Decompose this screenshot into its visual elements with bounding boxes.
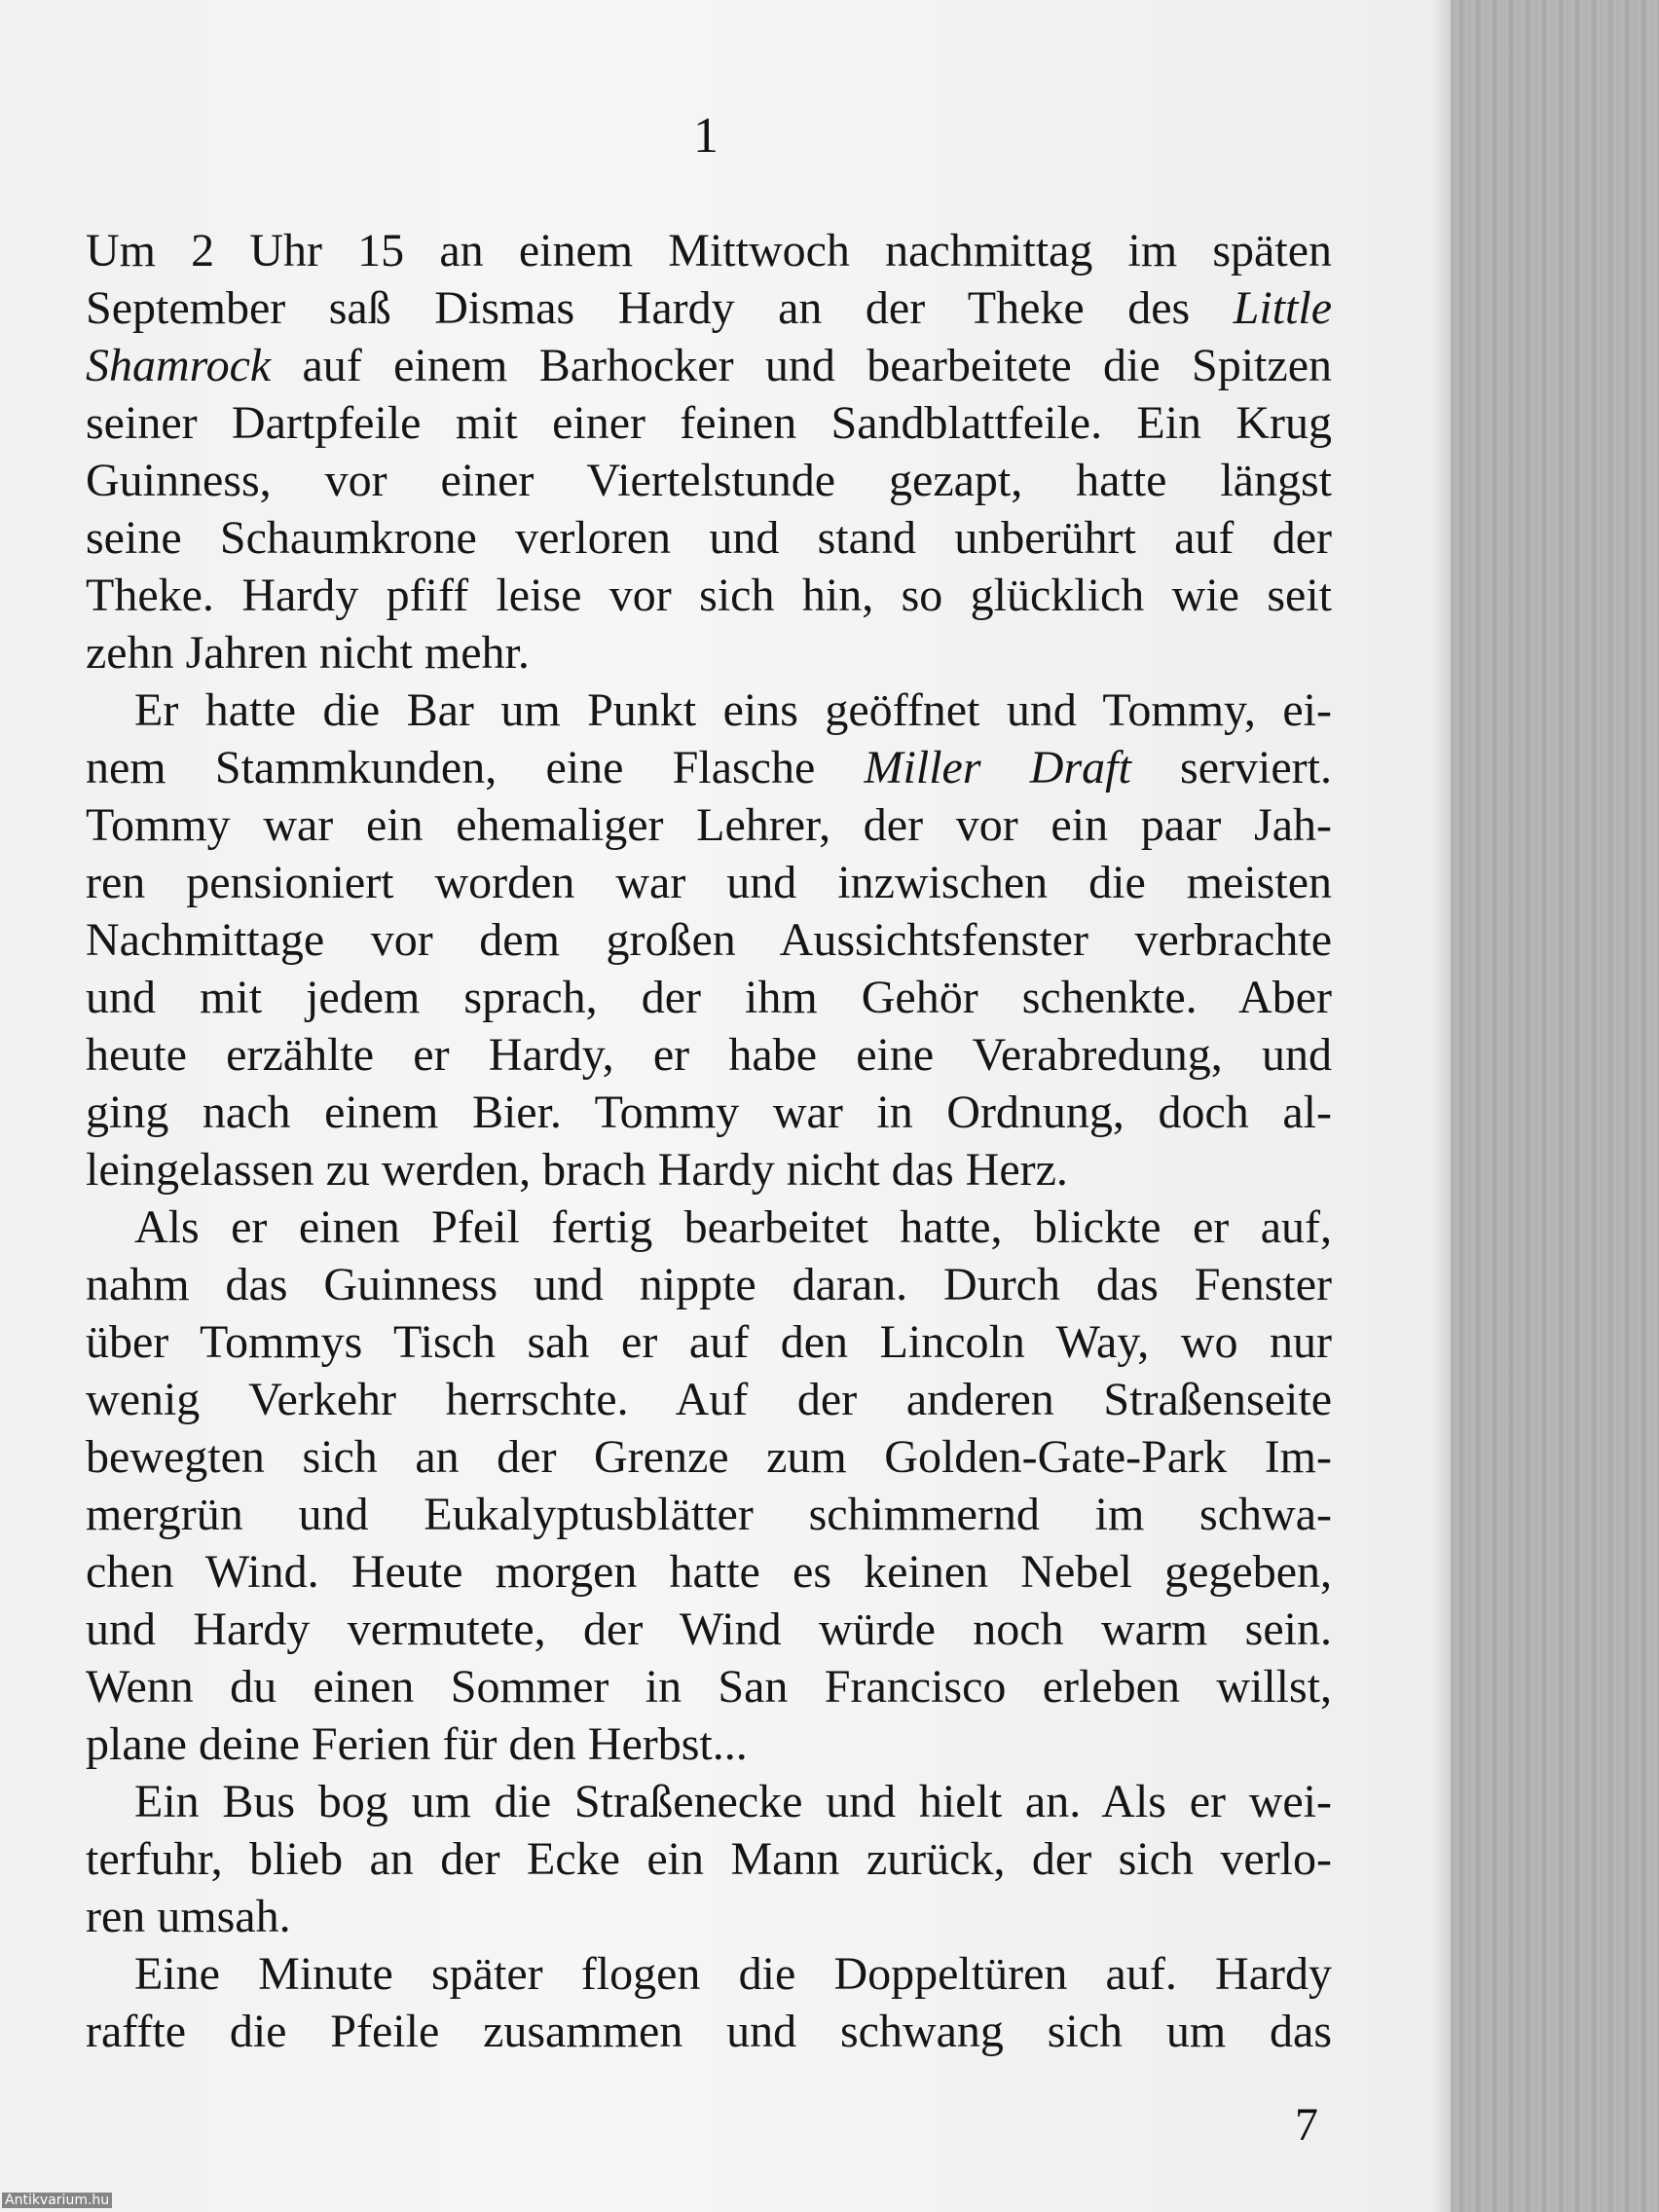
text-line: terfuhr, blieb an der Ecke ein Mann zurück, der sich verlo- bbox=[86, 1833, 1332, 1885]
text-line: ren umsah. bbox=[86, 1891, 291, 1942]
text-line: ging nach einem Bier. Tommy war in Ordnung, doch al- bbox=[86, 1087, 1332, 1138]
page-gutter-shadow bbox=[1431, 0, 1451, 2212]
text-line: wenig Verkehr herrschte. Auf der anderen Straßenseite bbox=[86, 1374, 1332, 1425]
page-number: 7 bbox=[1295, 2099, 1318, 2151]
text-line: Theke. Hardy pfiff leise vor sich hin, so glücklich wie seit bbox=[86, 570, 1332, 621]
text-line: über Tommys Tisch sah er auf den Lincoln Way, wo nur bbox=[86, 1316, 1332, 1368]
text-line: und mit jedem sprach, der ihm Gehör schenkte. Aber bbox=[86, 972, 1332, 1023]
text-line: seine Schaumkrone verloren und stand unberührt auf der bbox=[86, 512, 1332, 564]
text-line: raffte die Pfeile zusammen und schwang sich um das bbox=[86, 2006, 1332, 2057]
text-line: Ein Bus bog um die Straßenecke und hielt an. Als er wei- bbox=[134, 1776, 1332, 1827]
text-line: seiner Dartpfeile mit einer feinen Sandblattfeile. Ein Krug bbox=[86, 397, 1332, 449]
text-line: Shamrock auf einem Barhocker und bearbeitete die Spitzen bbox=[86, 340, 1332, 391]
paragraph bbox=[86, 682, 1332, 1198]
paragraph bbox=[86, 1773, 1332, 1945]
text-line: Er hatte die Bar um Punkt eins geöffnet und Tommy, ei- bbox=[134, 684, 1332, 736]
page-stack-edge bbox=[1451, 0, 1659, 2212]
text-line: chen Wind. Heute morgen hatte es keinen Nebel gegeben, bbox=[86, 1546, 1332, 1598]
text-line: und Hardy vermutete, der Wind würde noch warm sein. bbox=[86, 1604, 1332, 1655]
text-line: leingelassen zu werden, brach Hardy nicht das Herz. bbox=[86, 1144, 1068, 1196]
text-line: mergrün und Eukalyptusblätter schimmernd im schwa- bbox=[86, 1489, 1332, 1540]
text-line: plane deine Ferien für den Herbst... bbox=[86, 1718, 748, 1770]
chapter-number: 1 bbox=[693, 108, 719, 164]
text-line: Tommy war ein ehemaliger Lehrer, der vor ein paar Jah- bbox=[86, 799, 1332, 851]
text-line: Als er einen Pfeil fertig bearbeitet hatte, blickte er auf, bbox=[134, 1201, 1332, 1253]
text-line: nem Stammkunden, eine Flasche Miller Draft serviert. bbox=[86, 742, 1332, 793]
text-line: Wenn du einen Sommer in San Francisco erleben willst, bbox=[86, 1661, 1332, 1713]
watermark-label: Antikvarium.hu bbox=[2, 2193, 112, 2208]
text-line: ren pensioniert worden war und inzwischen die meisten bbox=[86, 857, 1332, 908]
body-text bbox=[86, 222, 1332, 2060]
text-line: heute erzählte er Hardy, er habe eine Verabredung, und bbox=[86, 1029, 1332, 1081]
text-line: September saß Dismas Hardy an der Theke des Little bbox=[86, 282, 1332, 334]
text-line: nahm das Guinness und nippte daran. Durch das Fenster bbox=[86, 1259, 1332, 1310]
text-line: Nachmittage vor dem großen Aussichtsfenster verbrachte bbox=[86, 914, 1332, 966]
text-line: Guinness, vor einer Viertelstunde gezapt, hatte längst bbox=[86, 455, 1332, 506]
text-line: Eine Minute später flogen die Doppeltüren auf. Hardy bbox=[134, 1948, 1332, 2000]
text-line: bewegten sich an der Grenze zum Golden-Gate-Park Im- bbox=[86, 1431, 1332, 1483]
paragraph bbox=[86, 222, 1332, 682]
text-line: zehn Jahren nicht mehr. bbox=[86, 627, 530, 679]
text-line: Um 2 Uhr 15 an einem Mittwoch nachmittag im späten bbox=[86, 225, 1332, 276]
paragraph bbox=[86, 1945, 1332, 2060]
paragraph bbox=[86, 1198, 1332, 1773]
